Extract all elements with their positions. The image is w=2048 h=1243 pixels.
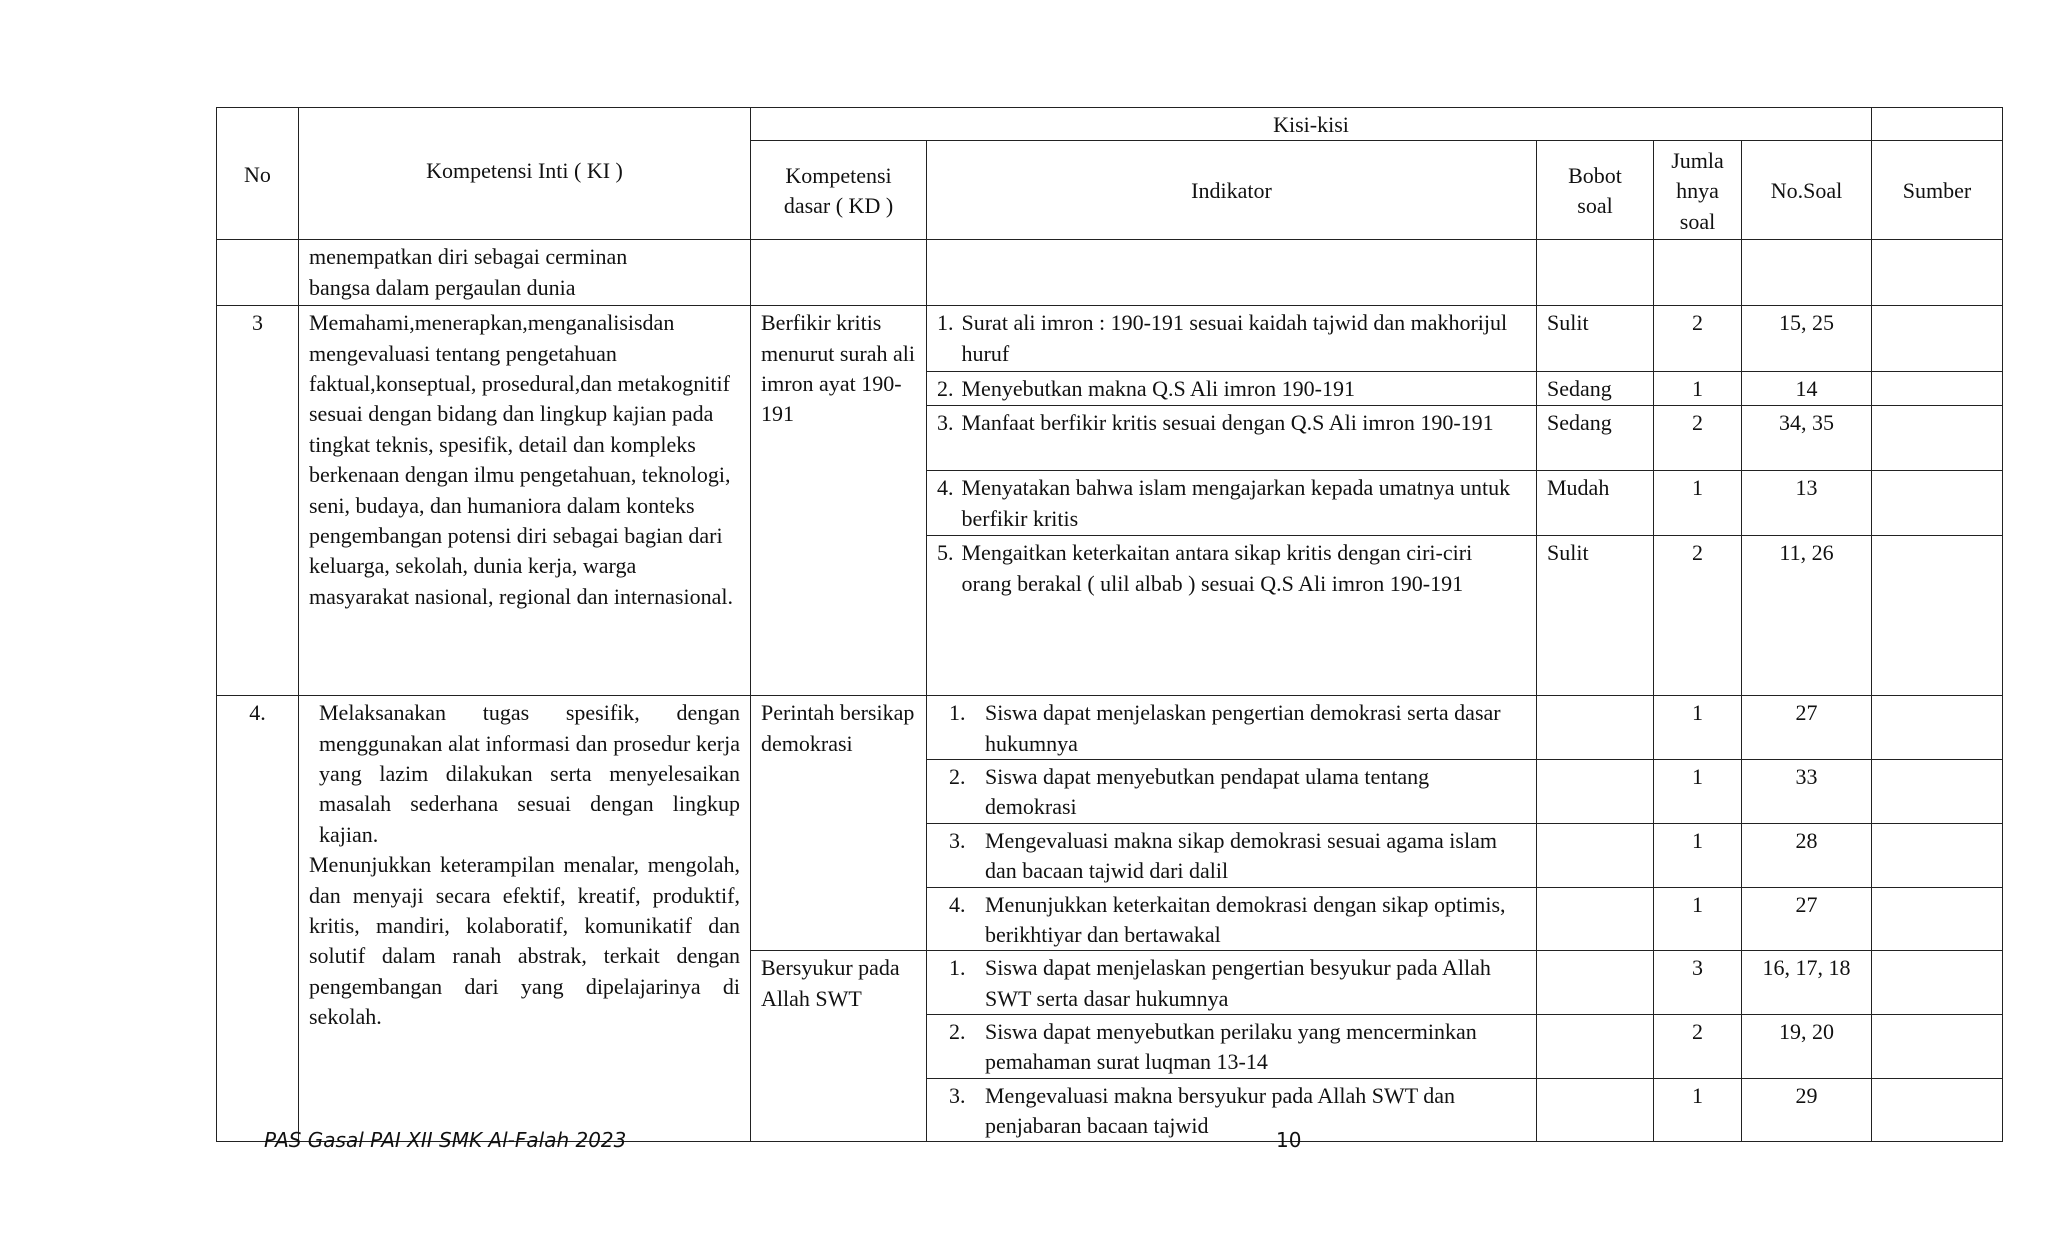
- indicator-number: 3.: [949, 1082, 966, 1108]
- header-ki: [299, 108, 751, 240]
- indicator-text: Manfaat berfikir kritis sesuai dengan Q.S Ali imron 190-191: [961, 410, 1494, 436]
- row4-kd1-sumber-1: [1872, 696, 2003, 760]
- row3-sumber-4: [1872, 471, 2003, 536]
- row4-kd1-sumber-4: [1872, 887, 2003, 951]
- row3-no: 3: [217, 306, 299, 696]
- row3-sumber-2: [1872, 372, 2003, 406]
- indicator-text: Siswa dapat menyebutkan perilaku yang mencerminkan pemahaman surat luqman 13-14: [985, 1018, 1477, 1075]
- row4-kd1-bobot-3: [1537, 823, 1654, 887]
- row4-kd2-jumlah-2: 2: [1654, 1014, 1742, 1078]
- row4-kd2-bobot-3: [1537, 1078, 1654, 1142]
- row3-ki: Memahami,menerapkan,menganalisisdan mengevaluasi tentang pengetahuan faktual,konseptual, prosedural,dan metakognitif sesuai dengan bidang dan lingkup kajian pada tingkat teknis, spesifik, detail dan kompleks berkenaan dengan ilmu pengetahuan, teknologi, seni, budaya, dan humaniora dalam konteks pengembangan potensi diri sebagai bagian dari keluarga, sekolah, dunia kerja, warga masyarakat nasional, regional dan internasional.: [299, 306, 751, 696]
- row4-kd2-bobot-2: [1537, 1014, 1654, 1078]
- row4-kd1-jumlah-2: 1: [1654, 760, 1742, 824]
- row4-kd2-indikator-1: [927, 951, 1537, 1015]
- row4-kd1-no-soal-1: 27: [1742, 696, 1872, 760]
- row4-kd1-bobot-2: [1537, 760, 1654, 824]
- row3-indikator-1: [927, 306, 1537, 372]
- row4-kd1-indikator-1: [927, 696, 1537, 760]
- indicator-text: Menyatakan bahwa islam mengajarkan kepada umatnya untuk berfikir kritis: [961, 475, 1511, 531]
- header-kd-line2: dasar ( KD ): [783, 193, 894, 219]
- row4-kd1-jumlah-4: 1: [1654, 887, 1742, 951]
- row4-ki: [299, 696, 751, 1142]
- header-sumber: Sumber: [1872, 141, 2003, 240]
- header-bobot-line1: Bobot: [1568, 163, 1622, 188]
- indicator-text: Mengaitkan keterkaitan antara sikap kritis dengan ciri-ciri orang berakal ( ulil albab ) sesuai Q.S Ali imron 190-191: [961, 540, 1473, 596]
- indicator-number: 2.: [949, 764, 966, 790]
- row4-no: 4.: [217, 696, 299, 1142]
- indicator-number: 1.: [949, 700, 966, 726]
- row3-indikator-5: [927, 536, 1537, 696]
- row4-kd2-no-soal-3: 29: [1742, 1078, 1872, 1142]
- ki-continuation: menempatkan diri sebagai cerminan bangsa dalam pergaulan dunia: [299, 240, 751, 306]
- row3-jumlah-3: 2: [1654, 406, 1742, 471]
- row4-kd1-sumber-2: [1872, 760, 2003, 824]
- header-jumlah-line3: soal: [1679, 208, 1716, 234]
- row3-jumlah-4: 1: [1654, 471, 1742, 536]
- footer-page-number: 10: [1276, 1128, 1302, 1152]
- indicator-number: 3.: [937, 410, 954, 436]
- row4-kd2-indikator-2: [927, 1014, 1537, 1078]
- header-indikator: Indikator: [927, 141, 1537, 240]
- kisi-kisi-table: [216, 107, 2003, 1142]
- row3-jumlah-5: 2: [1654, 536, 1742, 696]
- header-kd: [751, 141, 927, 240]
- row3-indikator-2: [927, 372, 1537, 406]
- row4-kd2: Bersyukur pada Allah SWT: [751, 951, 927, 1142]
- row4-kd1-indikator-3: [927, 823, 1537, 887]
- indicator-number: 2.: [949, 1018, 966, 1044]
- indicator-number: 4.: [937, 475, 954, 501]
- row3-sumber-5: [1872, 536, 2003, 696]
- header-kd-line1: Kompetensi: [785, 163, 892, 188]
- row4-kd1-no-soal-3: 28: [1742, 823, 1872, 887]
- header-jumlah-line2: hnya: [1676, 178, 1719, 204]
- indicator-number: 5.: [937, 540, 954, 566]
- row4-kd1-bobot-4: [1537, 887, 1654, 951]
- row3-no-soal-4: 13: [1742, 471, 1872, 536]
- row3-sumber-1: [1872, 306, 2003, 372]
- row4-kd2-sumber-3: [1872, 1078, 2003, 1142]
- indicator-text: Mengevaluasi makna bersyukur pada Allah SWT dan penjabaran bacaan tajwid: [985, 1082, 1456, 1139]
- row3-bobot-4: Mudah: [1537, 471, 1654, 536]
- header-blank: [1872, 108, 2003, 141]
- row4-kd1: Perintah bersikap demokrasi: [751, 696, 927, 951]
- indicator-text: Menyebutkan makna Q.S Ali imron 190-191: [961, 376, 1356, 402]
- row3-bobot-5: Sulit: [1537, 536, 1654, 696]
- table-row: [217, 306, 2003, 372]
- row3-sumber-3: [1872, 406, 2003, 471]
- header-no-soal: No.Soal: [1742, 141, 1872, 240]
- indicator-number: 1.: [949, 955, 966, 981]
- row4-kd1-no-soal-2: 33: [1742, 760, 1872, 824]
- row4-kd2-no-soal-2: 19, 20: [1742, 1014, 1872, 1078]
- indicator-number: 1.: [937, 310, 954, 336]
- header-bobot: [1537, 141, 1654, 240]
- table-row: [217, 696, 2003, 760]
- indicator-number: 4.: [949, 891, 966, 917]
- indicator-text: Siswa dapat menjelaskan pengertian demokrasi serta dasar hukumnya: [985, 700, 1501, 756]
- row4-kd1-indikator-4: [927, 887, 1537, 951]
- header-ki-label: Kompetensi Inti ( KI ): [426, 158, 623, 183]
- row4-kd1-bobot-1: [1537, 696, 1654, 760]
- row4-kd2-jumlah-1: 3: [1654, 951, 1742, 1015]
- row4-kd2-sumber-1: [1872, 951, 2003, 1015]
- header-jumlah: [1654, 141, 1742, 240]
- indicator-text: Siswa dapat menyebutkan pendapat ulama tentang demokrasi: [985, 764, 1430, 820]
- row4-kd1-sumber-3: [1872, 823, 2003, 887]
- indicator-number: 3.: [949, 827, 966, 853]
- row3-bobot-1: Sulit: [1537, 306, 1654, 372]
- row4-kd2-no-soal-1: 16, 17, 18: [1742, 951, 1872, 1015]
- row3-jumlah-1: 2: [1654, 306, 1742, 372]
- header-jumlah-line1: Jumla: [1671, 147, 1724, 173]
- row3-indikator-3: [927, 406, 1537, 471]
- indicator-number: 2.: [937, 376, 954, 402]
- row3-no-soal-2: 14: [1742, 372, 1872, 406]
- row3-no-soal-1: 15, 25: [1742, 306, 1872, 372]
- header-bobot-line2: soal: [1577, 193, 1613, 219]
- row3-no-soal-5: 11, 26: [1742, 536, 1872, 696]
- header-kisi-kisi: Kisi-kisi: [751, 108, 1872, 141]
- indicator-text: Surat ali imron : 190-191 sesuai kaidah tajwid dan makhorijul huruf: [961, 310, 1508, 366]
- indicator-text: Menunjukkan keterkaitan demokrasi dengan sikap optimis, berikhtiyar dan bertawakal: [985, 891, 1506, 947]
- row4-kd1-indikator-2: [927, 760, 1537, 824]
- indicator-text: Mengevaluasi makna sikap demokrasi sesuai agama islam dan bacaan tajwid dari dalil: [985, 827, 1497, 884]
- row3-bobot-2: Sedang: [1537, 372, 1654, 406]
- row4-ki-para2: Menunjukkan keterampilan menalar, mengolah, dan menyaji secara efektif, kreatif, produktif, kritis, mandiri, kolaboratif, komunikatif dan solutif dalam ranah abstrak, terkait dengan pengembangan dari yang dipelajarinya di sekolah.: [309, 852, 740, 1029]
- row4-kd2-bobot-1: [1537, 951, 1654, 1015]
- row3-kd: Berfikir kritis menurut surah ali imron ayat 190-191: [751, 306, 927, 696]
- row4-kd2-sumber-2: [1872, 1014, 2003, 1078]
- row4-ki-para1: Melaksanakan tugas spesifik, dengan menggunakan alat informasi dan prosedur kerja yang lazim dilakukan serta menyelesaikan masalah sederhana sesuai dengan lingkup kajian.: [319, 700, 740, 847]
- row3-jumlah-2: 1: [1654, 372, 1742, 406]
- row3-bobot-3: Sedang: [1537, 406, 1654, 471]
- row4-kd1-no-soal-4: 27: [1742, 887, 1872, 951]
- row4-kd2-indikator-3: [927, 1078, 1537, 1142]
- footer-document-title: PAS Gasal PAI XII SMK Al-Falah 2023: [264, 1128, 627, 1152]
- row3-no-soal-3: 34, 35: [1742, 406, 1872, 471]
- header-no: No: [217, 108, 299, 240]
- row4-kd2-jumlah-3: 1: [1654, 1078, 1742, 1142]
- row4-kd1-jumlah-1: 1: [1654, 696, 1742, 760]
- row4-kd1-jumlah-3: 1: [1654, 823, 1742, 887]
- indicator-text: Siswa dapat menjelaskan pengertian besyukur pada Allah SWT serta dasar hukumnya: [985, 955, 1491, 1011]
- row3-indikator-4: [927, 471, 1537, 536]
- table-row: [217, 240, 2003, 306]
